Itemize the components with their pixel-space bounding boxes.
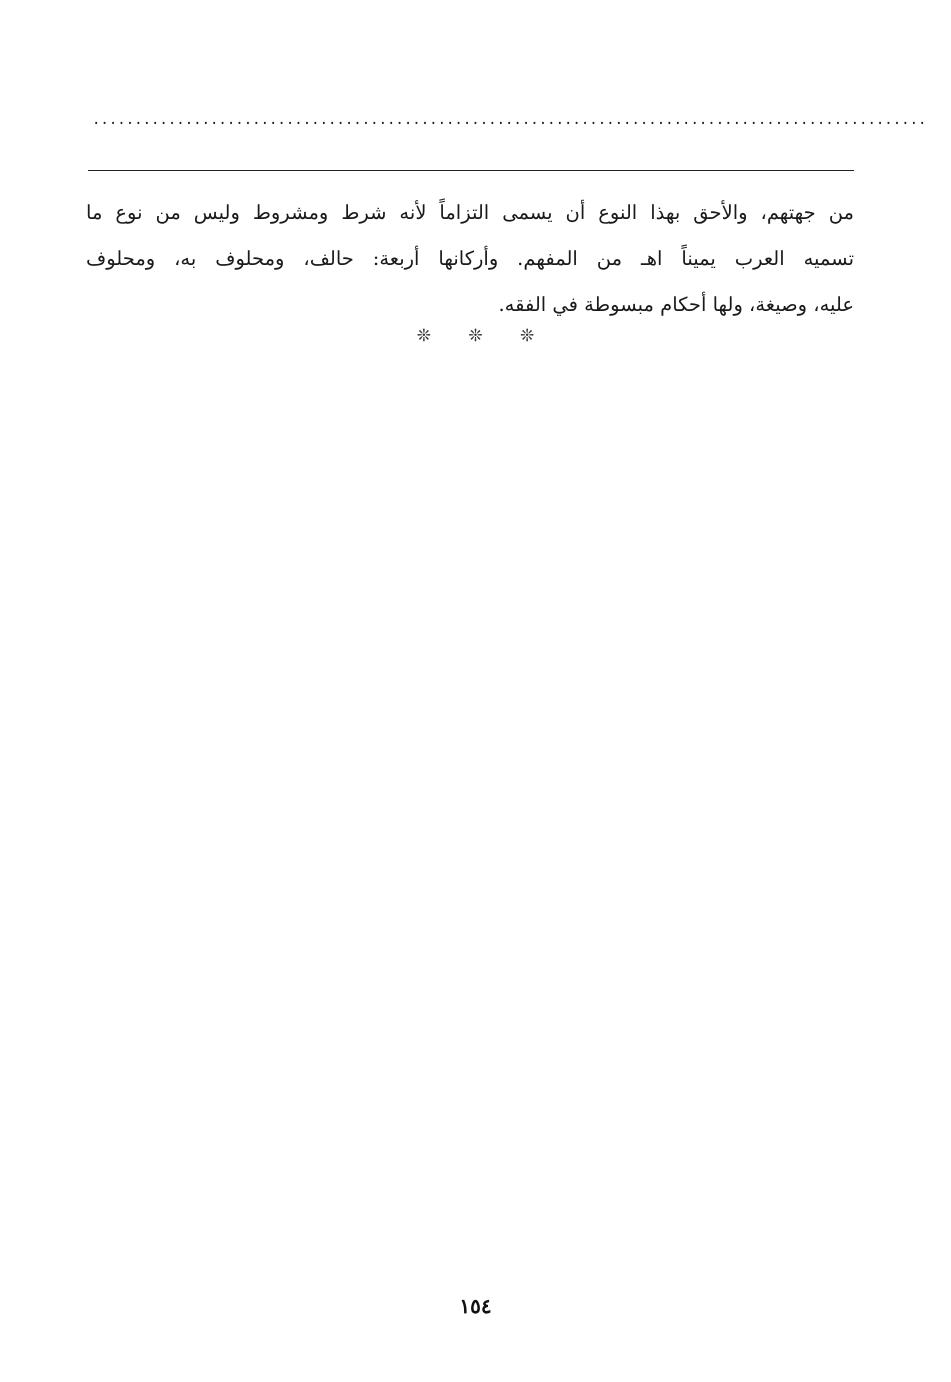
footnote-separator-rule bbox=[88, 170, 854, 171]
section-end-ornament bbox=[0, 326, 951, 346]
body-line-2: تسميه العرب يميناً اهـ من المفهم. وأركانها أربعة: حالف، ومحلوف به، ومحلوف bbox=[86, 247, 854, 270]
asterism-icon: ❊ bbox=[416, 326, 431, 346]
dotted-leader: ................................................................................................... bbox=[92, 112, 927, 128]
page-number: ١٥٤ bbox=[459, 1294, 492, 1318]
body-line-1: من جهتهم، والأحق بهذا النوع أن يسمى التزاماً لأنه شرط ومشروط وليس من نوع ما bbox=[86, 201, 854, 224]
asterism-icon: ❊ bbox=[520, 326, 535, 346]
body-line-3: عليه، وصيغة، ولها أحكام مبسوطة في الفقه. bbox=[498, 293, 854, 316]
body-text bbox=[86, 190, 854, 328]
asterism-icon: ❊ bbox=[468, 326, 483, 346]
